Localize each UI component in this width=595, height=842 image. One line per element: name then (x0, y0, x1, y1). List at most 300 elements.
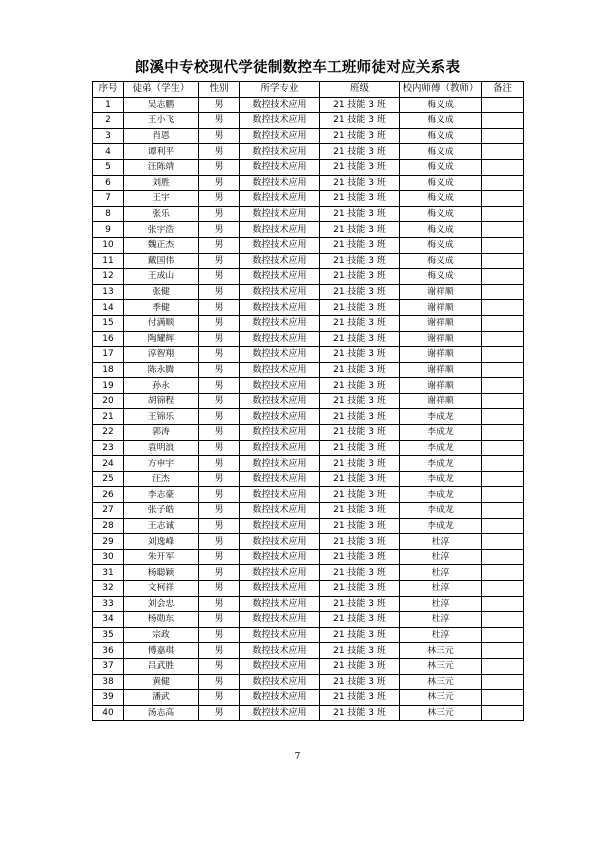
cell-class: 21 技能 3 班 (320, 331, 400, 347)
cell-apprentice-name: 吴志鹏 (124, 97, 199, 113)
table-row (93, 347, 524, 363)
cell-note (482, 284, 524, 300)
table-row (93, 690, 524, 706)
cell-note (482, 393, 524, 409)
cell-apprentice-name: 刘会忠 (124, 596, 199, 612)
cell-class: 21 技能 3 班 (320, 487, 400, 503)
cell-mentor: 梅义成 (400, 191, 482, 207)
cell-no: 36 (93, 643, 124, 659)
cell-note (482, 300, 524, 316)
cell-major: 数控技术应用 (240, 705, 320, 721)
cell-class: 21 技能 3 班 (320, 658, 400, 674)
cell-note (482, 690, 524, 706)
cell-no: 10 (93, 237, 124, 253)
cell-mentor: 梅义成 (400, 222, 482, 238)
cell-class: 21 技能 3 班 (320, 612, 400, 628)
table-row (93, 159, 524, 175)
cell-no: 38 (93, 674, 124, 690)
cell-class: 21 技能 3 班 (320, 175, 400, 191)
table-row (93, 206, 524, 222)
cell-mentor: 梅义成 (400, 206, 482, 222)
cell-gender: 男 (199, 503, 240, 519)
cell-class: 21 技能 3 班 (320, 627, 400, 643)
cell-note (482, 409, 524, 425)
table-row (93, 674, 524, 690)
cell-mentor: 梅义成 (400, 237, 482, 253)
cell-class: 21 技能 3 班 (320, 315, 400, 331)
cell-class: 21 技能 3 班 (320, 378, 400, 394)
cell-apprentice-name: 宗政 (124, 627, 199, 643)
cell-apprentice-name: 谭利平 (124, 144, 199, 160)
cell-major: 数控技术应用 (240, 362, 320, 378)
cell-gender: 男 (199, 191, 240, 207)
cell-gender: 男 (199, 425, 240, 441)
cell-mentor: 李成龙 (400, 503, 482, 519)
cell-note (482, 643, 524, 659)
cell-no: 39 (93, 690, 124, 706)
cell-no: 37 (93, 658, 124, 674)
cell-mentor: 梅义成 (400, 253, 482, 269)
table-row (93, 549, 524, 565)
table-row (93, 534, 524, 550)
cell-apprentice-name: 朱开军 (124, 549, 199, 565)
cell-apprentice-name: 季健 (124, 300, 199, 316)
cell-apprentice-name: 文柯祥 (124, 581, 199, 597)
cell-major: 数控技术应用 (240, 471, 320, 487)
cell-apprentice-name: 王志诚 (124, 518, 199, 534)
cell-class: 21 技能 3 班 (320, 643, 400, 659)
table-row (93, 612, 524, 628)
table-row (93, 440, 524, 456)
cell-major: 数控技术应用 (240, 456, 320, 472)
cell-apprentice-name: 肖恩 (124, 128, 199, 144)
cell-major: 数控技术应用 (240, 487, 320, 503)
cell-major: 数控技术应用 (240, 175, 320, 191)
cell-no: 20 (93, 393, 124, 409)
cell-no: 31 (93, 565, 124, 581)
cell-class: 21 技能 3 班 (320, 393, 400, 409)
cell-apprentice-name: 王成山 (124, 269, 199, 285)
cell-class: 21 技能 3 班 (320, 425, 400, 441)
cell-note (482, 175, 524, 191)
cell-class: 21 技能 3 班 (320, 565, 400, 581)
cell-no: 6 (93, 175, 124, 191)
cell-major: 数控技术应用 (240, 269, 320, 285)
cell-apprentice-name: 淳智翔 (124, 347, 199, 363)
cell-major: 数控技术应用 (240, 518, 320, 534)
cell-note (482, 144, 524, 160)
cell-class: 21 技能 3 班 (320, 191, 400, 207)
table-header (93, 82, 524, 98)
cell-gender: 男 (199, 300, 240, 316)
table-row (93, 596, 524, 612)
table-row (93, 191, 524, 207)
cell-apprentice-name: 张子皓 (124, 503, 199, 519)
cell-mentor: 李成龙 (400, 456, 482, 472)
cell-mentor: 谢祥顺 (400, 331, 482, 347)
cell-class: 21 技能 3 班 (320, 503, 400, 519)
cell-major: 数控技术应用 (240, 440, 320, 456)
cell-mentor: 林三元 (400, 674, 482, 690)
page-number: 7 (294, 752, 301, 762)
cell-gender: 男 (199, 378, 240, 394)
cell-apprentice-name: 杨聪颖 (124, 565, 199, 581)
cell-no: 5 (93, 159, 124, 175)
cell-major: 数控技术应用 (240, 113, 320, 129)
cell-class: 21 技能 3 班 (320, 362, 400, 378)
cell-major: 数控技术应用 (240, 237, 320, 253)
table-row (93, 315, 524, 331)
cell-no: 12 (93, 269, 124, 285)
cell-no: 11 (93, 253, 124, 269)
cell-no: 9 (93, 222, 124, 238)
cell-gender: 男 (199, 253, 240, 269)
cell-no: 3 (93, 128, 124, 144)
cell-class: 21 技能 3 班 (320, 456, 400, 472)
cell-gender: 男 (199, 596, 240, 612)
table-row (93, 409, 524, 425)
cell-no: 22 (93, 425, 124, 441)
header-row (93, 82, 524, 98)
cell-no: 15 (93, 315, 124, 331)
cell-apprentice-name: 吕武胜 (124, 658, 199, 674)
cell-apprentice-name: 付满顺 (124, 315, 199, 331)
cell-note (482, 331, 524, 347)
cell-mentor: 杜淳 (400, 565, 482, 581)
cell-major: 数控技术应用 (240, 159, 320, 175)
cell-major: 数控技术应用 (240, 315, 320, 331)
cell-note (482, 378, 524, 394)
cell-class: 21 技能 3 班 (320, 690, 400, 706)
cell-mentor: 李成龙 (400, 487, 482, 503)
cell-gender: 男 (199, 581, 240, 597)
cell-mentor: 杜淳 (400, 612, 482, 628)
cell-major: 数控技术应用 (240, 222, 320, 238)
cell-no: 17 (93, 347, 124, 363)
cell-no: 28 (93, 518, 124, 534)
table-row (93, 269, 524, 285)
cell-apprentice-name: 傅嘉琪 (124, 643, 199, 659)
table-row (93, 300, 524, 316)
cell-class: 21 技能 3 班 (320, 518, 400, 534)
table-row (93, 175, 524, 191)
cell-note (482, 97, 524, 113)
table-row (93, 113, 524, 129)
cell-note (482, 128, 524, 144)
cell-major: 数控技术应用 (240, 425, 320, 441)
cell-gender: 男 (199, 175, 240, 191)
cell-apprentice-name: 陶耀辉 (124, 331, 199, 347)
cell-apprentice-name: 杨勋东 (124, 612, 199, 628)
cell-apprentice-name: 汪陈靖 (124, 159, 199, 175)
cell-apprentice-name: 魏正杰 (124, 237, 199, 253)
table-row (93, 284, 524, 300)
cell-class: 21 技能 3 班 (320, 253, 400, 269)
cell-major: 数控技术应用 (240, 253, 320, 269)
cell-mentor: 梅义成 (400, 97, 482, 113)
cell-note (482, 425, 524, 441)
cell-apprentice-name: 胡锦程 (124, 393, 199, 409)
table-row (93, 393, 524, 409)
cell-no: 18 (93, 362, 124, 378)
table-row (93, 425, 524, 441)
cell-mentor: 林三元 (400, 705, 482, 721)
cell-class: 21 技能 3 班 (320, 144, 400, 160)
cell-note (482, 113, 524, 129)
cell-major: 数控技术应用 (240, 206, 320, 222)
cell-mentor: 林三元 (400, 643, 482, 659)
cell-no: 8 (93, 206, 124, 222)
cell-no: 27 (93, 503, 124, 519)
cell-apprentice-name: 汪杰 (124, 471, 199, 487)
cell-note (482, 237, 524, 253)
cell-mentor: 林三元 (400, 690, 482, 706)
cell-class: 21 技能 3 班 (320, 159, 400, 175)
cell-no: 16 (93, 331, 124, 347)
cell-no: 24 (93, 456, 124, 472)
cell-apprentice-name: 汤志高 (124, 705, 199, 721)
cell-no: 35 (93, 627, 124, 643)
cell-gender: 男 (199, 315, 240, 331)
header-class: 班级 (320, 82, 400, 98)
cell-apprentice-name: 袁明浪 (124, 440, 199, 456)
cell-apprentice-name: 张乐 (124, 206, 199, 222)
table-row (93, 378, 524, 394)
cell-apprentice-name: 戴国伟 (124, 253, 199, 269)
table-row (93, 253, 524, 269)
cell-class: 21 技能 3 班 (320, 440, 400, 456)
table-row (93, 518, 524, 534)
cell-apprentice-name: 方申宇 (124, 456, 199, 472)
cell-class: 21 技能 3 班 (320, 409, 400, 425)
cell-major: 数控技术应用 (240, 503, 320, 519)
cell-major: 数控技术应用 (240, 627, 320, 643)
cell-mentor: 梅义成 (400, 269, 482, 285)
table-row (93, 97, 524, 113)
cell-class: 21 技能 3 班 (320, 128, 400, 144)
cell-apprentice-name: 张宇浩 (124, 222, 199, 238)
cell-gender: 男 (199, 565, 240, 581)
cell-major: 数控技术应用 (240, 97, 320, 113)
cell-no: 4 (93, 144, 124, 160)
cell-class: 21 技能 3 班 (320, 581, 400, 597)
cell-note (482, 159, 524, 175)
cell-gender: 男 (199, 331, 240, 347)
header-note: 备注 (482, 82, 524, 98)
cell-class: 21 技能 3 班 (320, 596, 400, 612)
cell-mentor: 梅义成 (400, 144, 482, 160)
cell-no: 19 (93, 378, 124, 394)
cell-gender: 男 (199, 658, 240, 674)
cell-note (482, 581, 524, 597)
cell-no: 29 (93, 534, 124, 550)
cell-no: 14 (93, 300, 124, 316)
cell-gender: 男 (199, 113, 240, 129)
cell-major: 数控技术应用 (240, 690, 320, 706)
cell-note (482, 456, 524, 472)
cell-major: 数控技术应用 (240, 284, 320, 300)
cell-mentor: 谢祥顺 (400, 284, 482, 300)
page-title: 郎溪中专校现代学徒制数控车工班师徒对应关系表 (134, 60, 461, 76)
cell-mentor: 李成龙 (400, 518, 482, 534)
cell-note (482, 658, 524, 674)
table-row (93, 471, 524, 487)
cell-major: 数控技术应用 (240, 674, 320, 690)
table-row (93, 456, 524, 472)
cell-mentor: 谢祥顺 (400, 300, 482, 316)
cell-class: 21 技能 3 班 (320, 113, 400, 129)
cell-class: 21 技能 3 班 (320, 237, 400, 253)
cell-note (482, 269, 524, 285)
cell-class: 21 技能 3 班 (320, 534, 400, 550)
cell-note (482, 191, 524, 207)
cell-note (482, 487, 524, 503)
header-major: 所学专业 (240, 82, 320, 98)
cell-no: 23 (93, 440, 124, 456)
table-row (93, 503, 524, 519)
cell-apprentice-name: 刘胜 (124, 175, 199, 191)
cell-major: 数控技术应用 (240, 565, 320, 581)
cell-gender: 男 (199, 705, 240, 721)
header-no: 序号 (93, 82, 124, 98)
table-row (93, 237, 524, 253)
cell-gender: 男 (199, 534, 240, 550)
cell-class: 21 技能 3 班 (320, 222, 400, 238)
cell-gender: 男 (199, 549, 240, 565)
cell-class: 21 技能 3 班 (320, 705, 400, 721)
cell-major: 数控技术应用 (240, 409, 320, 425)
cell-class: 21 技能 3 班 (320, 471, 400, 487)
cell-mentor: 梅义成 (400, 175, 482, 191)
cell-no: 13 (93, 284, 124, 300)
cell-apprentice-name: 孙永 (124, 378, 199, 394)
cell-no: 21 (93, 409, 124, 425)
table-row (93, 362, 524, 378)
table-row (93, 705, 524, 721)
cell-apprentice-name: 刘逸峰 (124, 534, 199, 550)
cell-major: 数控技术应用 (240, 300, 320, 316)
cell-major: 数控技术应用 (240, 347, 320, 363)
header-gender: 性别 (199, 82, 240, 98)
cell-no: 33 (93, 596, 124, 612)
cell-apprentice-name: 王小飞 (124, 113, 199, 129)
cell-gender: 男 (199, 97, 240, 113)
cell-no: 26 (93, 487, 124, 503)
cell-gender: 男 (199, 362, 240, 378)
cell-class: 21 技能 3 班 (320, 206, 400, 222)
cell-note (482, 534, 524, 550)
cell-gender: 男 (199, 347, 240, 363)
cell-note (482, 253, 524, 269)
cell-no: 7 (93, 191, 124, 207)
cell-gender: 男 (199, 690, 240, 706)
cell-mentor: 梅义成 (400, 159, 482, 175)
cell-gender: 男 (199, 269, 240, 285)
cell-class: 21 技能 3 班 (320, 674, 400, 690)
cell-mentor: 李成龙 (400, 440, 482, 456)
cell-mentor: 谢祥顺 (400, 393, 482, 409)
header-apprentice: 徒弟（学生） (124, 82, 199, 98)
cell-major: 数控技术应用 (240, 393, 320, 409)
cell-gender: 男 (199, 471, 240, 487)
cell-class: 21 技能 3 班 (320, 284, 400, 300)
cell-class: 21 技能 3 班 (320, 347, 400, 363)
cell-note (482, 674, 524, 690)
table-row (93, 627, 524, 643)
cell-major: 数控技术应用 (240, 658, 320, 674)
table-body (93, 97, 524, 721)
cell-no: 40 (93, 705, 124, 721)
cell-mentor: 杜淳 (400, 534, 482, 550)
cell-mentor: 杜淳 (400, 581, 482, 597)
table-row (93, 581, 524, 597)
cell-note (482, 549, 524, 565)
cell-gender: 男 (199, 440, 240, 456)
cell-note (482, 222, 524, 238)
cell-note (482, 471, 524, 487)
cell-mentor: 梅义成 (400, 113, 482, 129)
table-row (93, 128, 524, 144)
cell-apprentice-name: 郭涛 (124, 425, 199, 441)
cell-mentor: 谢祥顺 (400, 378, 482, 394)
cell-note (482, 206, 524, 222)
cell-major: 数控技术应用 (240, 549, 320, 565)
header-mentor: 校内师傅（教师） (400, 82, 482, 98)
cell-no: 34 (93, 612, 124, 628)
cell-mentor: 李成龙 (400, 425, 482, 441)
cell-major: 数控技术应用 (240, 331, 320, 347)
cell-note (482, 705, 524, 721)
cell-mentor: 林三元 (400, 658, 482, 674)
cell-class: 21 技能 3 班 (320, 300, 400, 316)
cell-mentor: 杜淳 (400, 596, 482, 612)
cell-no: 32 (93, 581, 124, 597)
mentor-table (92, 81, 524, 721)
table-row (93, 658, 524, 674)
cell-gender: 男 (199, 643, 240, 659)
cell-apprentice-name: 李志豪 (124, 487, 199, 503)
cell-gender: 男 (199, 627, 240, 643)
cell-class: 21 技能 3 班 (320, 549, 400, 565)
cell-major: 数控技术应用 (240, 643, 320, 659)
cell-gender: 男 (199, 206, 240, 222)
cell-gender: 男 (199, 456, 240, 472)
cell-major: 数控技术应用 (240, 534, 320, 550)
cell-note (482, 565, 524, 581)
cell-apprentice-name: 潘武 (124, 690, 199, 706)
table-row (93, 643, 524, 659)
cell-note (482, 347, 524, 363)
cell-apprentice-name: 王锦乐 (124, 409, 199, 425)
cell-gender: 男 (199, 409, 240, 425)
cell-mentor: 谢祥顺 (400, 362, 482, 378)
cell-note (482, 627, 524, 643)
table-row (93, 144, 524, 160)
cell-mentor: 谢祥顺 (400, 315, 482, 331)
cell-note (482, 596, 524, 612)
cell-gender: 男 (199, 159, 240, 175)
cell-gender: 男 (199, 237, 240, 253)
cell-gender: 男 (199, 128, 240, 144)
cell-note (482, 503, 524, 519)
cell-major: 数控技术应用 (240, 128, 320, 144)
cell-apprentice-name: 王宇 (124, 191, 199, 207)
cell-no: 25 (93, 471, 124, 487)
cell-note (482, 612, 524, 628)
cell-no: 1 (93, 97, 124, 113)
cell-major: 数控技术应用 (240, 144, 320, 160)
cell-apprentice-name: 陈永腾 (124, 362, 199, 378)
